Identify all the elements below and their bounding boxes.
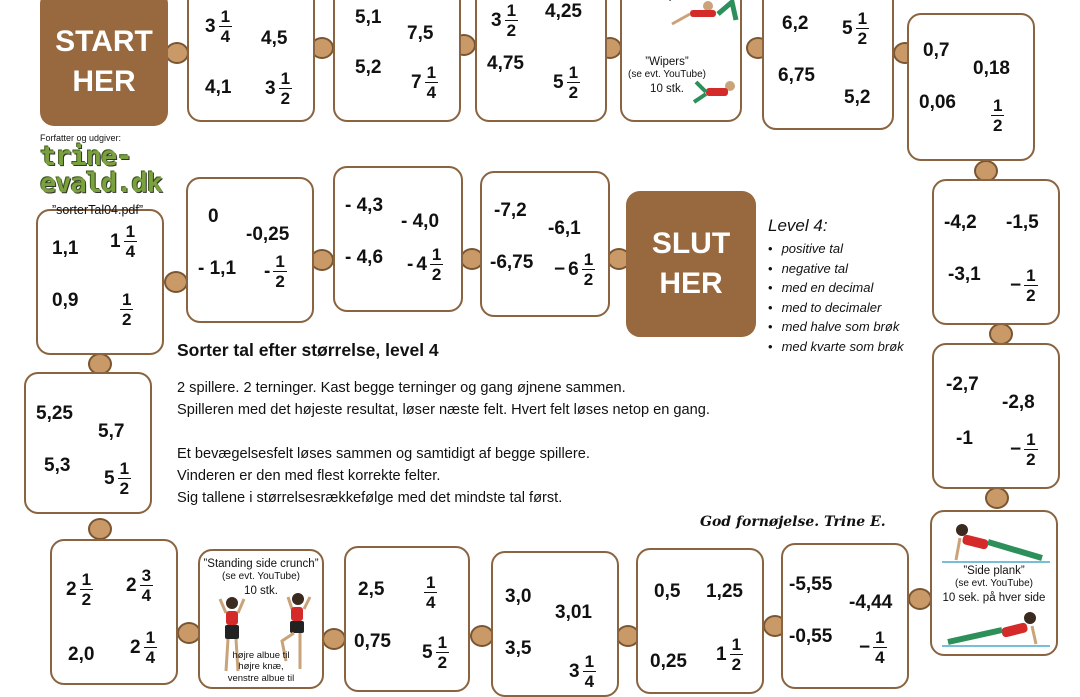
number-value: - 4,0 <box>401 211 440 232</box>
bullet-icon: • <box>768 299 773 315</box>
sign: − <box>1010 439 1022 460</box>
crunch-title: ”Standing side crunch” <box>203 558 319 570</box>
numerator: 1 <box>993 96 1003 115</box>
number-value: 1,25 <box>706 581 743 602</box>
mixed-number <box>126 567 153 604</box>
whole-part: 5 <box>104 468 115 489</box>
fraction <box>730 636 743 673</box>
fraction <box>873 629 886 666</box>
path-dot <box>908 588 932 610</box>
number-value: -1 <box>956 428 973 449</box>
mixed-number <box>1010 267 1038 304</box>
fraction <box>991 97 1004 134</box>
whole-part: 6 <box>568 259 579 280</box>
fraction-value <box>205 8 232 45</box>
numerator: 1 <box>583 250 594 269</box>
fraction <box>424 574 437 611</box>
fraction-value <box>716 636 743 673</box>
author-block <box>40 133 250 217</box>
mixed-number <box>104 460 131 497</box>
number-value: -5,55 <box>789 574 833 595</box>
fraction <box>120 291 133 328</box>
crunch-note-3: venstre albue til <box>227 672 295 684</box>
fraction <box>279 70 292 107</box>
number-value: -4,2 <box>944 212 977 233</box>
whole-part: 5 <box>553 72 564 93</box>
path-dot <box>989 323 1013 345</box>
denominator: 4 <box>145 648 156 667</box>
number-value: 0,18 <box>973 58 1010 79</box>
number-card <box>636 548 764 694</box>
number-card <box>932 343 1060 489</box>
number-value: 0,5 <box>654 581 681 602</box>
whole-part: 2 <box>126 575 137 596</box>
number-card <box>187 0 315 122</box>
numerator: 1 <box>220 7 231 26</box>
number-card <box>333 166 463 312</box>
numerator: 1 <box>584 652 595 671</box>
whole-part: 4 <box>416 254 427 275</box>
level-item-label: negative tal <box>781 260 849 276</box>
level-item-label: med kvarte som brøk <box>781 338 904 354</box>
level-title: Level 4: <box>768 216 828 235</box>
fraction-value <box>411 64 438 101</box>
fraction-value <box>110 223 137 260</box>
fraction <box>1024 267 1037 304</box>
start-tile-line2: HER <box>72 65 136 98</box>
denominator: 2 <box>731 655 742 674</box>
mixed-number <box>422 634 449 671</box>
mixed-number <box>120 291 133 328</box>
fraction-value <box>569 653 596 690</box>
fraction-value <box>66 571 93 608</box>
numerator: 1 <box>426 573 436 592</box>
number-value: 2,0 <box>68 644 95 665</box>
mixed-number <box>264 253 287 290</box>
number-card <box>24 372 152 514</box>
number-card <box>333 0 461 122</box>
mixed-number <box>130 629 157 666</box>
number-value: 1,1 <box>52 238 79 259</box>
instruction-line-4: Vinderen er den med flest korrekte felter. <box>177 468 441 484</box>
number-value: 0,7 <box>923 40 950 61</box>
signoff: God fornøjelse. Trine E. <box>700 514 886 530</box>
number-value: 3,0 <box>505 586 532 607</box>
sign: − <box>859 637 871 658</box>
fraction <box>1024 431 1037 468</box>
number-value: -2,8 <box>1002 392 1035 413</box>
whole-part: 1 <box>110 231 121 252</box>
fraction <box>80 571 93 608</box>
level-list <box>768 216 904 357</box>
number-value: 5,1 <box>355 7 382 28</box>
exercise-card-wipers <box>620 0 742 122</box>
mixed-number <box>424 574 437 611</box>
number-value: 4,1 <box>205 77 232 98</box>
fraction <box>118 460 131 497</box>
number-value: 6,75 <box>778 65 815 86</box>
finish-tile-line2: HER <box>659 267 723 300</box>
number-value: 6,2 <box>782 13 809 34</box>
number-value: 4,75 <box>487 53 524 74</box>
number-value: - 4,6 <box>345 247 384 268</box>
denominator: 2 <box>568 83 579 102</box>
mixed-number <box>859 629 887 666</box>
numerator: 1 <box>875 628 885 647</box>
fraction-value <box>553 64 580 101</box>
start-tile-line1: START <box>55 24 153 58</box>
denominator: 2 <box>280 89 291 108</box>
side-plank-subtitle: (se evt. YouTube) <box>954 578 1033 590</box>
fraction-value <box>1010 431 1038 468</box>
number-card <box>781 543 909 689</box>
fraction-value <box>554 251 595 288</box>
denominator: 4 <box>125 242 136 261</box>
numerator: 1 <box>437 633 448 652</box>
bullet-icon: • <box>768 319 773 335</box>
number-value: 0,25 <box>650 651 687 672</box>
level-item <box>768 239 904 259</box>
number-card <box>480 171 610 317</box>
wipers-subtitle: (se evt. YouTube) <box>627 69 706 81</box>
path-dot <box>88 518 112 540</box>
whole-part: 3 <box>205 16 216 37</box>
number-card <box>491 551 619 697</box>
denominator: 2 <box>437 653 448 672</box>
fraction-value <box>991 97 1004 134</box>
number-value: 5,3 <box>44 455 71 476</box>
denominator: 4 <box>584 672 595 691</box>
number-card <box>344 546 470 692</box>
number-card <box>907 13 1035 161</box>
denominator: 2 <box>119 479 130 498</box>
fraction-value <box>407 246 443 283</box>
number-value: 4,5 <box>261 28 288 49</box>
fraction-value <box>265 70 292 107</box>
numerator: 3 <box>141 566 152 585</box>
whole-part: 2 <box>66 579 77 600</box>
mixed-number <box>407 246 443 283</box>
level-item <box>768 298 904 318</box>
mixed-number <box>491 2 518 39</box>
numerator: 1 <box>125 222 136 241</box>
wipers-title: ”Wipers” <box>645 56 689 68</box>
whole-part: 3 <box>265 78 276 99</box>
sign: − <box>1010 275 1022 296</box>
number-value: -1,5 <box>1006 212 1039 233</box>
fraction-value <box>130 629 157 666</box>
fraction <box>436 634 449 671</box>
number-value: - 4,3 <box>345 195 384 216</box>
level-item <box>768 259 904 279</box>
denominator: 2 <box>122 310 132 329</box>
number-value: 5,2 <box>844 87 871 108</box>
denominator: 2 <box>1026 450 1036 469</box>
mixed-number <box>265 70 292 107</box>
level-item-label: med to decimaler <box>781 299 882 315</box>
path-dot <box>985 487 1009 509</box>
number-card <box>932 179 1060 325</box>
numerator: 1 <box>280 69 291 88</box>
number-value: - 1,1 <box>198 258 237 279</box>
wipers-figure-top <box>650 0 742 32</box>
fraction-value <box>491 2 518 39</box>
numerator: 1 <box>145 628 156 647</box>
bullet-icon: • <box>768 260 773 276</box>
number-card <box>50 539 178 685</box>
number-value: 5,7 <box>98 421 125 442</box>
level-item <box>768 278 904 298</box>
number-value: 3,5 <box>505 638 532 659</box>
whole-part: 3 <box>491 10 502 31</box>
fraction-value <box>424 574 437 611</box>
fraction <box>219 8 232 45</box>
instruction-line-2: Spilleren med det højeste resultat, løser næste felt. Hvert felt løses netop en gang. <box>177 402 710 418</box>
numerator: 1 <box>731 635 742 654</box>
number-value: 3,01 <box>555 602 592 623</box>
exercise-card-side-plank <box>930 510 1058 656</box>
number-value: -6,75 <box>490 252 534 273</box>
denominator: 2 <box>857 29 868 48</box>
mixed-number <box>554 251 595 288</box>
numerator: 1 <box>119 459 130 478</box>
bullet-icon: • <box>768 338 773 354</box>
mixed-number <box>110 223 137 260</box>
number-value: 4,25 <box>545 1 582 22</box>
fraction-value <box>422 634 449 671</box>
numerator: 1 <box>275 252 285 271</box>
fraction <box>273 253 286 290</box>
fraction <box>567 64 580 101</box>
number-value: -0,25 <box>246 224 290 245</box>
side-plank-figure-bottom <box>938 606 1054 652</box>
denominator: 4 <box>426 83 437 102</box>
number-value: 2,5 <box>358 579 385 600</box>
start-tile <box>40 0 168 126</box>
author-file: ”sorterTal04.pdf” <box>52 203 144 217</box>
number-value: -7,2 <box>494 200 527 221</box>
number-card <box>762 0 894 130</box>
wipers-top-text-2 <box>628 0 692 2</box>
number-value: 0 <box>208 206 219 227</box>
number-value: 5,25 <box>36 403 73 424</box>
denominator: 2 <box>275 272 285 291</box>
crunch-subtitle: (se evt. YouTube) <box>221 571 300 583</box>
number-value: 0,06 <box>919 92 956 113</box>
fraction <box>140 567 153 604</box>
number-value: -3,1 <box>948 264 981 285</box>
denominator: 2 <box>1026 286 1036 305</box>
bullet-icon: • <box>768 241 773 256</box>
denominator: 2 <box>431 265 442 284</box>
mixed-number <box>991 97 1004 134</box>
mixed-number <box>411 64 438 101</box>
mixed-number <box>553 64 580 101</box>
number-value: -0,55 <box>789 626 833 647</box>
whole-part: 5 <box>842 18 853 39</box>
numerator: 1 <box>1026 266 1036 285</box>
sign: - <box>264 261 271 282</box>
denominator: 4 <box>426 593 436 612</box>
instructions <box>177 340 737 509</box>
side-plank-title: ”Side plank” <box>963 565 1025 577</box>
side-plank-figure-top <box>938 518 1054 566</box>
bullet-icon: • <box>768 280 773 296</box>
number-value: -4,44 <box>849 592 893 613</box>
wipers-reps: 10 stk. <box>650 82 684 95</box>
number-value: 0,9 <box>52 290 79 311</box>
finish-tile-line1: SLUT <box>651 226 731 260</box>
whole-part: 7 <box>411 72 422 93</box>
path-dot <box>165 42 189 64</box>
author-logo: trine-evald.dk <box>40 141 163 199</box>
number-value: 7,5 <box>407 23 434 44</box>
crunch-note-2: højre knæ, <box>238 661 284 673</box>
level-item-label: positive tal <box>781 241 843 256</box>
exercise-card-standing-side-crunch <box>198 549 324 689</box>
fraction <box>856 10 869 47</box>
fraction <box>583 653 596 690</box>
mixed-number <box>205 8 232 45</box>
fraction-value <box>859 629 887 666</box>
fraction <box>144 629 157 666</box>
instruction-line-3: Et bevægelsesfelt løses sammen og samtidigt af begge spillere. <box>177 446 590 462</box>
numerator: 1 <box>506 1 517 20</box>
instruction-line-1: 2 spillere. 2 terninger. Kast begge terninger og gang øjnene sammen. <box>177 380 626 396</box>
finish-tile <box>626 191 756 337</box>
fraction <box>582 251 595 288</box>
level-item-label: med en decimal <box>781 280 874 296</box>
whole-part: 5 <box>422 642 433 663</box>
numerator: 1 <box>857 9 868 28</box>
crunch-reps: 10 stk. <box>244 584 278 597</box>
denominator: 2 <box>993 116 1003 135</box>
numerator: 1 <box>81 570 92 589</box>
fraction-value <box>120 291 133 328</box>
crunch-note-1: højre albue til <box>232 650 290 661</box>
fraction-value <box>104 460 131 497</box>
level-item <box>768 317 904 337</box>
numerator: 1 <box>431 245 442 264</box>
fraction-value <box>842 10 869 47</box>
fraction <box>425 64 438 101</box>
number-card <box>475 0 607 122</box>
whole-part: 1 <box>716 644 727 665</box>
mixed-number <box>569 653 596 690</box>
path-dot <box>322 628 346 650</box>
level-item <box>768 337 904 357</box>
numerator: 1 <box>1026 430 1036 449</box>
fraction <box>505 2 518 39</box>
level-item-label: med halve som brøk <box>781 319 900 335</box>
sign: − <box>554 259 566 280</box>
fraction <box>124 223 137 260</box>
number-card <box>36 209 164 355</box>
numerator: 1 <box>426 63 437 82</box>
number-value: 5,2 <box>355 57 382 78</box>
denominator: 2 <box>81 590 92 609</box>
mixed-number <box>842 10 869 47</box>
instructions-title: Sorter tal efter størrelse, level 4 <box>177 340 439 360</box>
denominator: 2 <box>583 270 594 289</box>
path-dot <box>164 271 188 293</box>
number-value: 0,75 <box>354 631 391 652</box>
denominator: 4 <box>220 27 231 46</box>
numerator: 1 <box>568 63 579 82</box>
instruction-line-5: Sig tallene i størrelsesrækkefølge med det mindste tal først. <box>177 490 563 506</box>
mixed-number <box>66 571 93 608</box>
denominator: 4 <box>141 586 152 605</box>
whole-part: 2 <box>130 637 141 658</box>
denominator: 4 <box>875 648 885 667</box>
side-plank-reps: 10 sek. på hver side <box>942 591 1046 604</box>
numerator: 1 <box>122 290 132 309</box>
mixed-number <box>716 636 743 673</box>
wipers-figure-bottom <box>692 76 742 108</box>
denominator: 2 <box>506 21 517 40</box>
fraction-value <box>126 567 153 604</box>
fraction-value <box>1010 267 1038 304</box>
fraction <box>430 246 443 283</box>
number-value: -2,7 <box>946 374 979 395</box>
fraction-value <box>264 253 287 290</box>
author-label: Forfatter og udgiver: <box>40 133 122 143</box>
mixed-number <box>1010 431 1038 468</box>
whole-part: 3 <box>569 661 580 682</box>
level-items <box>768 239 904 357</box>
sign: - <box>407 254 414 275</box>
number-value: -6,1 <box>548 218 581 239</box>
